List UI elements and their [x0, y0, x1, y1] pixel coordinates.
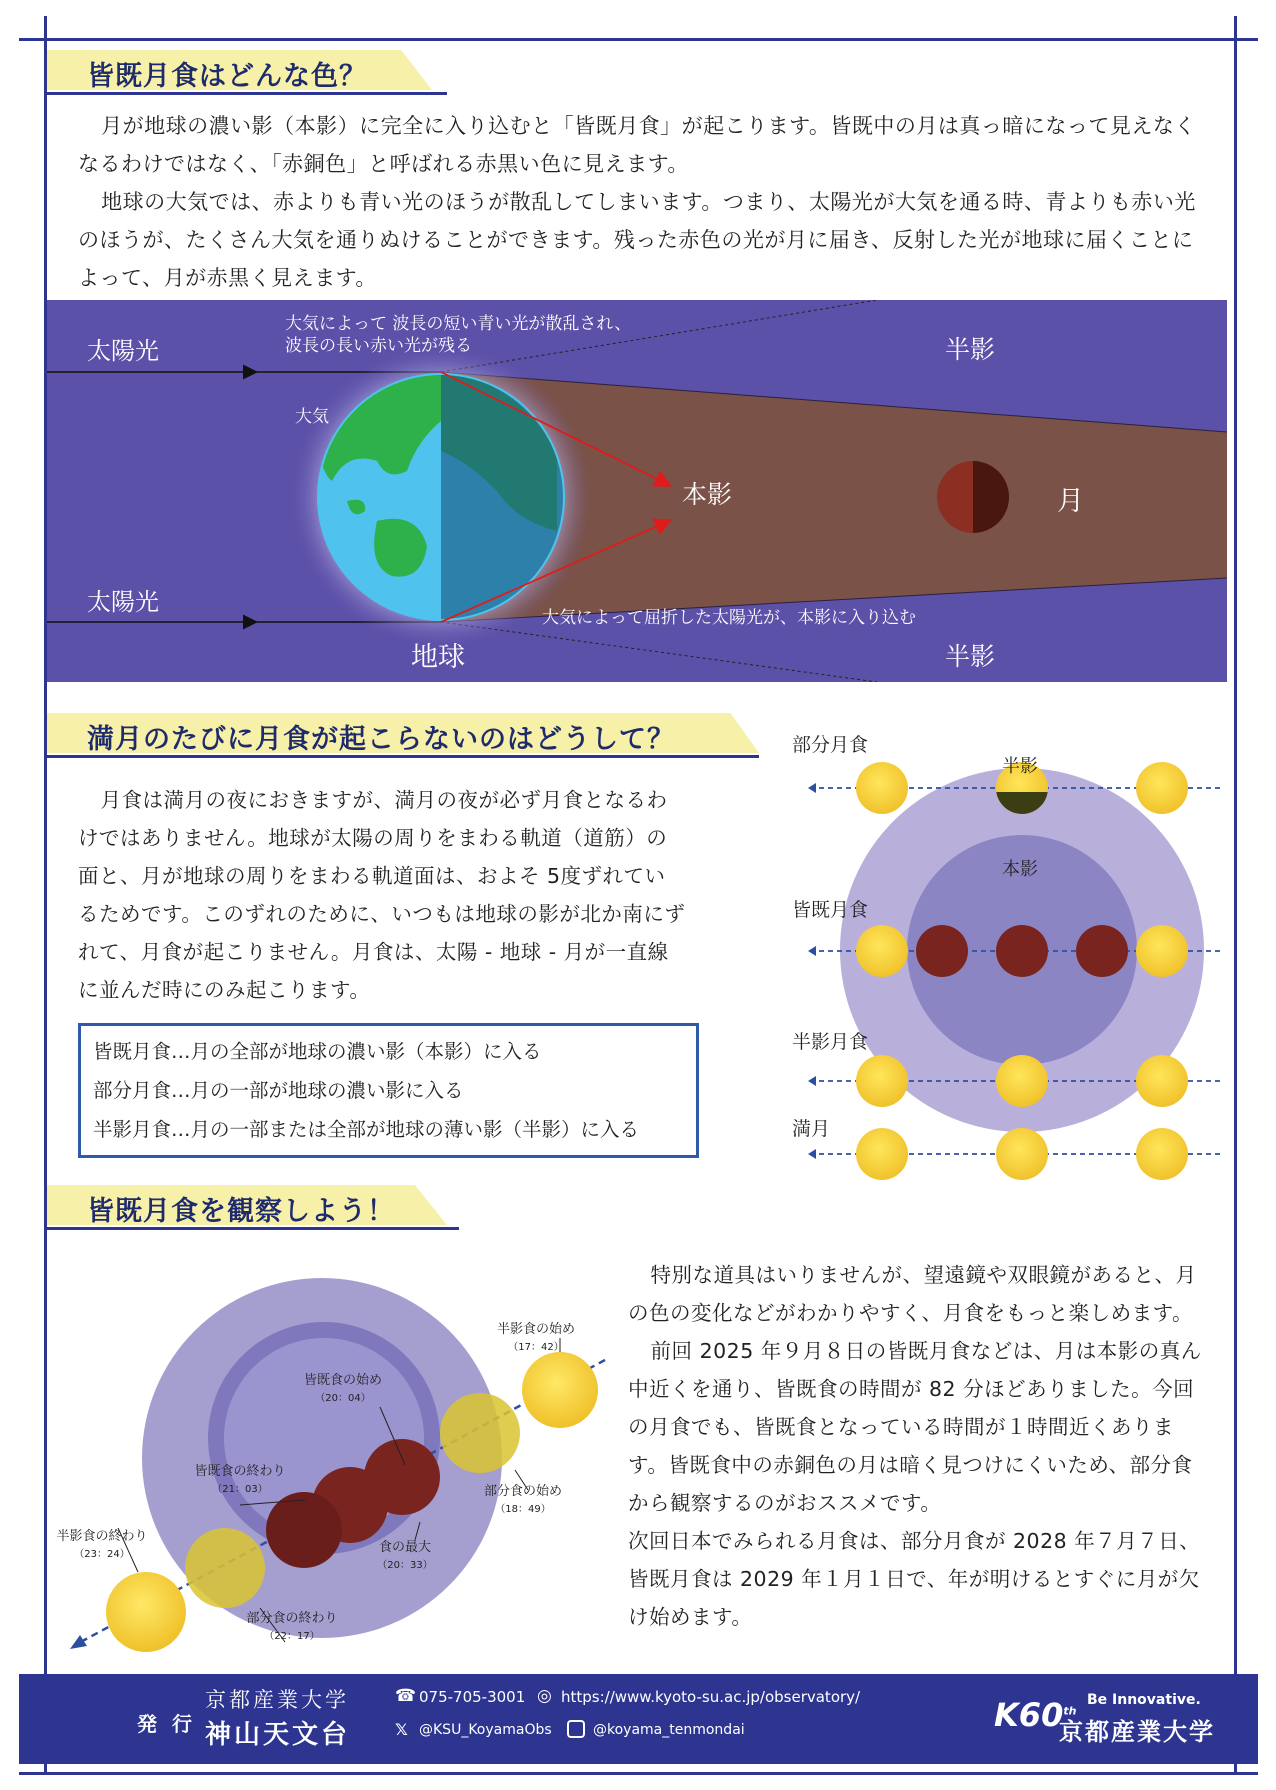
section1-paragraph-1: 月が地球の濃い影（本影）に完全に入り込むと「皆既月食」が起こります。皆既中の月は真っ暗になって見えなくなるわけではなく、「赤銅色」と呼ばれる赤黒い色に見えます。 [78, 114, 1196, 176]
k60-logo-text: K60 [994, 1696, 1064, 1734]
sunlight-top-label: 太陽光 [87, 337, 159, 365]
event-total-end-time: （21：03） [212, 1484, 268, 1495]
penumbra-bottom-label: 半影 [945, 642, 996, 671]
atmosphere-note-line2: 波長の長い赤い光が残る [285, 336, 472, 356]
penumbral-eclipse-label: 半影月食 [792, 1031, 869, 1053]
event-penumbral-end-time: （23：24） [74, 1549, 130, 1560]
section3-paragraph-2: 前回 2025 年９月８日の皆既月食などは、月は本影の真ん中近くを通り、皆既食の時間が 82 分ほどありました。今回の月食でも、皆既食となっている時間が１時間近くあります。皆既食中の赤銅色の月は暗く見つけにくいため、部分食から観察するのがおススメです。 [628, 1339, 1202, 1515]
publisher-label: 発 行 [137, 1712, 196, 1736]
instagram-link[interactable]: @koyama_tenmondai [593, 1722, 745, 1738]
section2-paragraph: 月食は満月の夜におきますが、満月の夜が必ず月食となるわけではありません。地球が太陽の周りをまわる軌道（道筋）の面と、月が地球の周りをまわる軌道面は、およそ 5度ずれているためです。このずれのために、いつもは地球の影が北か南にずれて、月食が起こりません。月食は、太陽 - 地球 - 月が一直線に並んだ時にのみ起こります。 [78, 788, 686, 1002]
umbra-label: 本影 [682, 480, 733, 509]
atmosphere-label: 大気 [295, 407, 329, 427]
section1-paragraph-2: 地球の大気では、赤よりも青い光のほうが散乱してしまいます。つまり、太陽光が大気を通る時、青よりも赤い光のほうが、たくさん大気を通りぬけることができます。残った赤色の光が月に届き、反射した光が地球に届くことによって、月が赤黒く見えます。 [78, 190, 1196, 290]
definition-partial: 部分月食…月の一部が地球の濃い影に入る [93, 1079, 464, 1102]
website-link[interactable]: https://www.kyoto-su.ac.jp/observatory/ [561, 1688, 861, 1706]
x-account-link[interactable]: @KSU_KoyamaObs [419, 1722, 552, 1738]
section2-heading-text: 満月のたびに月食が起こらないのはどうして？ [87, 724, 675, 755]
section1-body [78, 107, 1208, 297]
atmosphere-note-line1: 大気によって 波長の短い青い光が散乱され、 [285, 314, 632, 334]
section3-heading-text: 皆既月食を観察しよう！ [87, 1196, 395, 1227]
section1-heading-text: 皆既月食はどんな色？ [87, 61, 367, 92]
frame-right-line [1234, 16, 1237, 1774]
definition-penumbral: 半影月食…月の一部または全部が地球の薄い影（半影）に入る [93, 1118, 640, 1141]
event-penumbral-start: 半影食の始め [496, 1322, 576, 1337]
frame-top-line [19, 38, 1258, 41]
event-total-start: 皆既食の始め [303, 1373, 383, 1388]
definition-total: 皆既月食…月の全部が地球の濃い影（本影）に入る [93, 1040, 542, 1063]
section1-heading [47, 50, 447, 96]
refraction-note: 大気によって屈折した太陽光が、本影に入り込む [542, 608, 916, 628]
section2-body [78, 781, 686, 1009]
frame-left-line [44, 16, 47, 1774]
event-total-start-time: （20：04） [315, 1393, 371, 1404]
observatory-name: 神山天文台 [205, 1720, 351, 1750]
event-partial-start-time: （18：49） [495, 1504, 551, 1515]
instagram-icon [567, 1720, 585, 1738]
brand-name: 京都産業大学 [1059, 1718, 1215, 1746]
event-partial-start: 部分食の始め [483, 1484, 563, 1499]
eclipse-types-diagram [780, 716, 1230, 1186]
event-max: 食の最大 [378, 1540, 432, 1555]
earth-label: 地球 [411, 642, 465, 673]
total-eclipse-label: 皆既月食 [792, 899, 869, 921]
footer [19, 1674, 1258, 1764]
event-total-end: 皆既食の終わり [194, 1464, 286, 1479]
definitions-box [78, 1023, 699, 1158]
eclipse-timeline-diagram [50, 1250, 620, 1670]
section3-paragraph-3: 次回日本でみられる月食は、部分月食が 2028 年７月７日、皆既月食は 2029 年１月１日で、年が明けるとすぐに月が欠け始めます。 [628, 1529, 1201, 1629]
sunlight-bottom-label: 太陽光 [87, 588, 159, 616]
web-icon: ◎ [537, 1686, 552, 1706]
event-max-time: （20：33） [377, 1560, 433, 1571]
penumbra-top-label: 半影 [945, 335, 996, 364]
event-partial-end-time: （22：17） [264, 1631, 320, 1642]
section2-heading [47, 713, 759, 759]
phone-icon: ☎ [395, 1686, 417, 1706]
section3-heading [47, 1185, 459, 1231]
event-penumbral-end: 半影食の終わり [56, 1529, 148, 1544]
event-partial-end: 部分食の終わり [246, 1611, 338, 1626]
full-moon-label: 満月 [792, 1118, 831, 1140]
partial-eclipse-label: 部分月食 [792, 734, 869, 756]
penumbra-label: 半影 [1002, 756, 1038, 777]
event-penumbral-start-time: （17：42） [508, 1342, 564, 1353]
slogan: Be Innovative. [1087, 1692, 1201, 1708]
k60-logo-suffix: th [1063, 1704, 1077, 1718]
umbra-label-2: 本影 [1002, 859, 1038, 880]
frame-bottom-line [19, 1772, 1258, 1775]
x-icon: 𝕏 [395, 1720, 408, 1739]
moon-label: 月 [1057, 486, 1084, 517]
copper-moon [937, 461, 1009, 533]
section3-paragraph-1: 特別な道具はいりませんが、望遠鏡や双眼鏡があると、月の色の変化などがわかりやすく、月食をもっと楽しめます。 [628, 1263, 1197, 1325]
section3-body [628, 1256, 1204, 1636]
phone-number: 075-705-3001 [419, 1688, 526, 1706]
eclipse-shadow-diagram [47, 300, 1227, 682]
university-name: 京都産業大学 [205, 1688, 349, 1712]
